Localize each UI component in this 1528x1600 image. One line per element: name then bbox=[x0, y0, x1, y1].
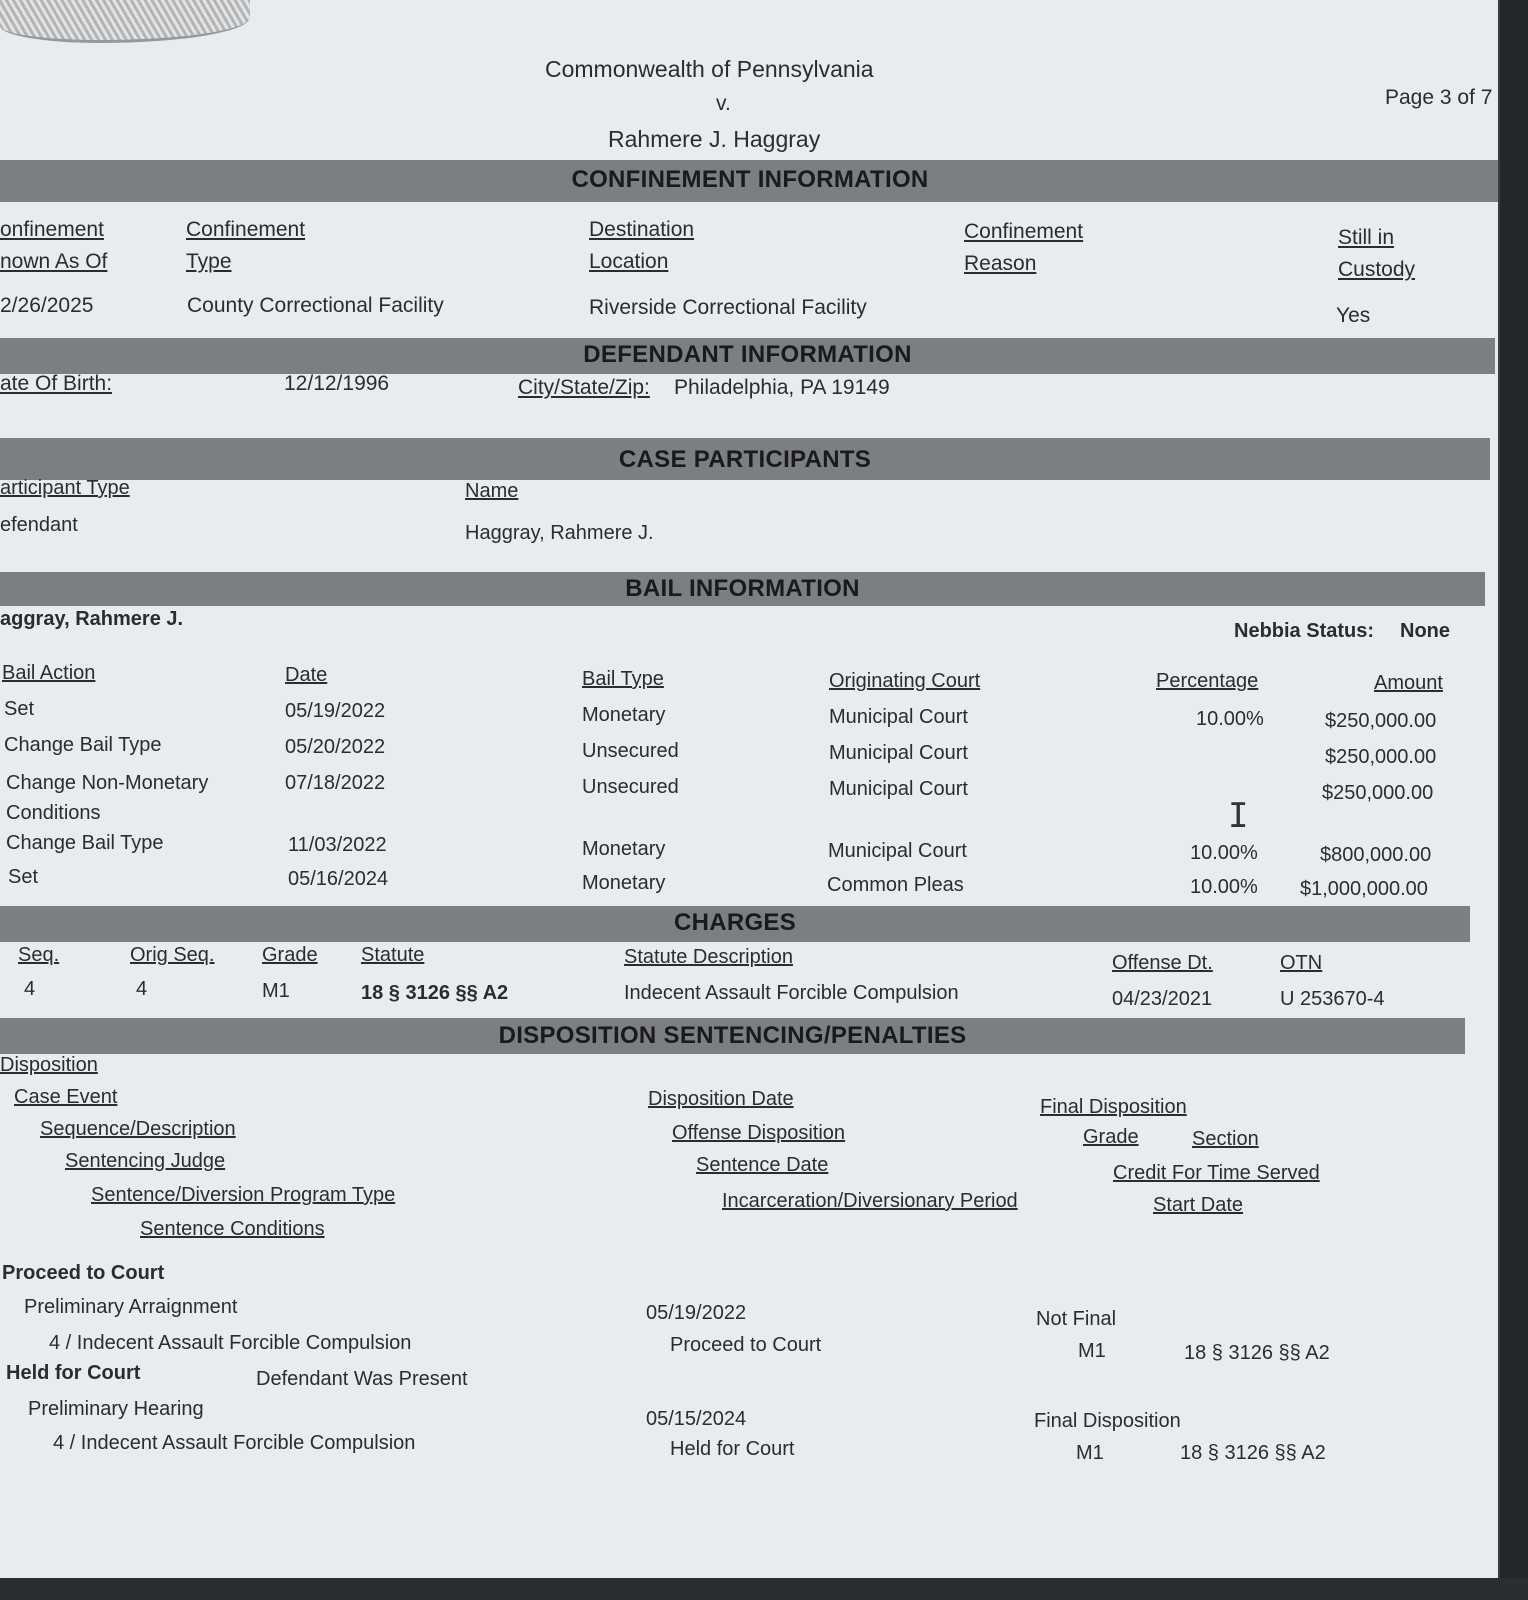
destination-header-1: Destination bbox=[589, 218, 695, 241]
charge-statute-header: Statute bbox=[361, 944, 425, 966]
bail-row-5-date: 05/16/2024 bbox=[288, 868, 389, 890]
disposition-1-offense-disposition: Proceed to Court bbox=[670, 1334, 822, 1356]
nebbia-status-label: Nebbia Status: bbox=[1234, 620, 1375, 642]
bail-row-1-court: Municipal Court bbox=[829, 706, 968, 728]
confinement-known-date: 2/26/2025 bbox=[0, 294, 94, 317]
custody-value: Yes bbox=[1336, 304, 1371, 327]
bail-row-4-type: Monetary bbox=[582, 838, 666, 860]
bail-row-1-date: 05/19/2022 bbox=[285, 700, 386, 722]
disposition-2-event: Preliminary Hearing bbox=[28, 1398, 204, 1420]
charge-offense-date-header: Offense Dt. bbox=[1112, 952, 1213, 974]
disposition-2-date: 05/15/2024 bbox=[646, 1408, 747, 1430]
bail-row-1-action: Set bbox=[4, 698, 35, 720]
disposition-2-section: 18 § 3126 §§ A2 bbox=[1180, 1442, 1326, 1464]
charges-section-header: CHARGES bbox=[0, 906, 1470, 942]
confinement-type-value: County Correctional Facility bbox=[187, 294, 444, 317]
participant-type-value: efendant bbox=[0, 514, 78, 536]
confinement-section-header: CONFINEMENT INFORMATION bbox=[0, 160, 1500, 202]
bail-date-header: Date bbox=[285, 664, 328, 686]
charge-grade: M1 bbox=[262, 980, 290, 1002]
city-state-zip-value: Philadelphia, PA 19149 bbox=[674, 376, 890, 399]
bail-row-3-court: Municipal Court bbox=[829, 778, 968, 800]
disposition-section-header: DISPOSITION SENTENCING/PENALTIES bbox=[0, 1018, 1465, 1054]
charge-statute: 18 § 3126 §§ A2 bbox=[361, 982, 509, 1004]
bail-row-4-date: 11/03/2022 bbox=[288, 834, 387, 856]
confinement-type-header-1: Confinement bbox=[186, 218, 306, 241]
bail-row-4-amount: $800,000.00 bbox=[1320, 844, 1432, 866]
bail-row-1-amount: $250,000.00 bbox=[1325, 710, 1437, 732]
bail-row-4-action: Change Bail Type bbox=[6, 832, 164, 854]
start-date-header: Start Date bbox=[1153, 1194, 1244, 1216]
bail-row-3-action: Change Non-Monetary bbox=[6, 772, 209, 794]
bail-row-2-action: Change Bail Type bbox=[4, 734, 162, 756]
participants-section-header: CASE PARTICIPANTS bbox=[0, 438, 1490, 480]
disposition-1-final: Not Final bbox=[1036, 1308, 1117, 1330]
bail-row-1-type: Monetary bbox=[582, 704, 666, 726]
disposition-date-header: Disposition Date bbox=[648, 1088, 794, 1110]
charge-orig-seq-header: Orig Seq. bbox=[130, 944, 215, 966]
confinement-type-header-2: Type bbox=[186, 250, 232, 273]
custody-header-1: Still in bbox=[1338, 226, 1395, 249]
sentence-date-header: Sentence Date bbox=[696, 1154, 829, 1176]
bail-row-2-court: Municipal Court bbox=[829, 742, 968, 764]
bail-row-5-action: Set bbox=[8, 866, 39, 888]
confinement-known-header-1: onfinement bbox=[0, 218, 104, 241]
program-type-header: Sentence/Diversion Program Type bbox=[91, 1184, 396, 1206]
bail-row-5-type: Monetary bbox=[582, 872, 666, 894]
caption-versus: v. bbox=[716, 92, 731, 115]
reason-header-2: Reason bbox=[964, 252, 1037, 275]
bail-row-5-amount: $1,000,000.00 bbox=[1300, 878, 1428, 900]
disposition-2-final: Final Disposition bbox=[1034, 1410, 1181, 1432]
bail-row-3-type: Unsecured bbox=[582, 776, 679, 798]
monitor-bezel-bottom bbox=[0, 1578, 1528, 1600]
bail-row-4-pct: 10.00% bbox=[1190, 842, 1258, 864]
bail-section-header: BAIL INFORMATION bbox=[0, 572, 1485, 606]
charge-offense-date: 04/23/2021 bbox=[1112, 988, 1213, 1010]
disposition-1-name: Proceed to Court bbox=[2, 1262, 165, 1284]
charge-seq: 4 bbox=[24, 978, 36, 1000]
caption-plaintiff: Commonwealth of Pennsylvania bbox=[545, 56, 874, 82]
case-event-header: Case Event bbox=[14, 1086, 118, 1108]
disposition-header: Disposition bbox=[0, 1054, 98, 1076]
confinement-known-header-2: nown As Of bbox=[0, 250, 108, 273]
disposition-1-grade: M1 bbox=[1078, 1340, 1106, 1362]
reason-header-1: Confinement bbox=[964, 220, 1084, 243]
bail-person-name: aggray, Rahmere J. bbox=[0, 608, 184, 630]
bail-row-3-amount: $250,000.00 bbox=[1322, 782, 1434, 804]
destination-header-2: Location bbox=[589, 250, 669, 273]
nebbia-status-value: None bbox=[1400, 620, 1450, 642]
dob-value: 12/12/1996 bbox=[284, 372, 390, 395]
percentage-header: Percentage bbox=[1156, 670, 1259, 692]
bail-row-2-date: 05/20/2022 bbox=[285, 736, 386, 758]
text-cursor-icon: I bbox=[1228, 796, 1249, 836]
defendant-section-header: DEFENDANT INFORMATION bbox=[0, 338, 1495, 374]
bail-row-4-court: Municipal Court bbox=[828, 840, 967, 862]
charge-description: Indecent Assault Forcible Compulsion bbox=[624, 982, 959, 1004]
participant-type-header: articipant Type bbox=[0, 477, 130, 499]
disposition-1-event: Preliminary Arraignment bbox=[24, 1296, 238, 1318]
sentence-conditions-header: Sentence Conditions bbox=[140, 1218, 325, 1240]
sentencing-judge-header: Sentencing Judge bbox=[65, 1150, 226, 1172]
charge-otn-header: OTN bbox=[1280, 952, 1323, 974]
sequence-description-header: Sequence/Description bbox=[40, 1118, 236, 1140]
bail-row-3-action-cont: Conditions bbox=[6, 802, 101, 824]
participant-name-header: Name bbox=[465, 480, 519, 502]
amount-header: Amount bbox=[1374, 672, 1443, 694]
final-disposition-header: Final Disposition bbox=[1040, 1096, 1187, 1118]
disposition-2-offense-disposition: Held for Court bbox=[670, 1438, 795, 1460]
bail-row-1-pct: 10.00% bbox=[1196, 708, 1264, 730]
disposition-section-col-header: Section bbox=[1192, 1128, 1259, 1150]
city-state-zip-label: City/State/Zip: bbox=[518, 376, 650, 399]
bail-type-header: Bail Type bbox=[582, 668, 664, 690]
incarceration-period-header: Incarceration/Diversionary Period bbox=[722, 1190, 1018, 1212]
charge-description-header: Statute Description bbox=[624, 946, 793, 968]
disposition-1-section: 18 § 3126 §§ A2 bbox=[1184, 1342, 1330, 1364]
bail-action-header: Bail Action bbox=[2, 662, 96, 684]
disposition-1-description: 4 / Indecent Assault Forcible Compulsion bbox=[49, 1332, 412, 1354]
charge-grade-header: Grade bbox=[262, 944, 318, 966]
bail-row-2-amount: $250,000.00 bbox=[1325, 746, 1437, 768]
bail-row-3-date: 07/18/2022 bbox=[285, 772, 386, 794]
dob-label: ate Of Birth: bbox=[0, 372, 113, 395]
offense-disposition-header: Offense Disposition bbox=[672, 1122, 846, 1144]
destination-value: Riverside Correctional Facility bbox=[589, 296, 867, 319]
disposition-1-date: 05/19/2022 bbox=[646, 1302, 747, 1324]
bail-row-5-pct: 10.00% bbox=[1190, 876, 1258, 898]
bail-row-2-type: Unsecured bbox=[582, 740, 679, 762]
bail-row-5-court: Common Pleas bbox=[827, 874, 964, 896]
caption-defendant: Rahmere J. Haggray bbox=[608, 126, 821, 152]
charge-seq-header: Seq. bbox=[18, 944, 60, 966]
disposition-2-presence: Defendant Was Present bbox=[256, 1368, 468, 1390]
participant-name-value: Haggray, Rahmere J. bbox=[465, 522, 654, 544]
disposition-2-description: 4 / Indecent Assault Forcible Compulsion bbox=[53, 1432, 416, 1454]
charge-otn: U 253670-4 bbox=[1280, 988, 1385, 1010]
originating-court-header: Originating Court bbox=[829, 670, 981, 692]
disposition-grade-header: Grade bbox=[1083, 1126, 1139, 1148]
charge-orig-seq: 4 bbox=[136, 978, 148, 1000]
credit-time-served-header: Credit For Time Served bbox=[1113, 1162, 1320, 1184]
monitor-bezel-right bbox=[1500, 0, 1528, 1600]
page-number: Page 3 of 7 bbox=[1385, 86, 1493, 109]
disposition-2-grade: M1 bbox=[1076, 1442, 1104, 1464]
disposition-2-name: Held for Court bbox=[6, 1362, 141, 1384]
custody-header-2: Custody bbox=[1338, 258, 1416, 281]
